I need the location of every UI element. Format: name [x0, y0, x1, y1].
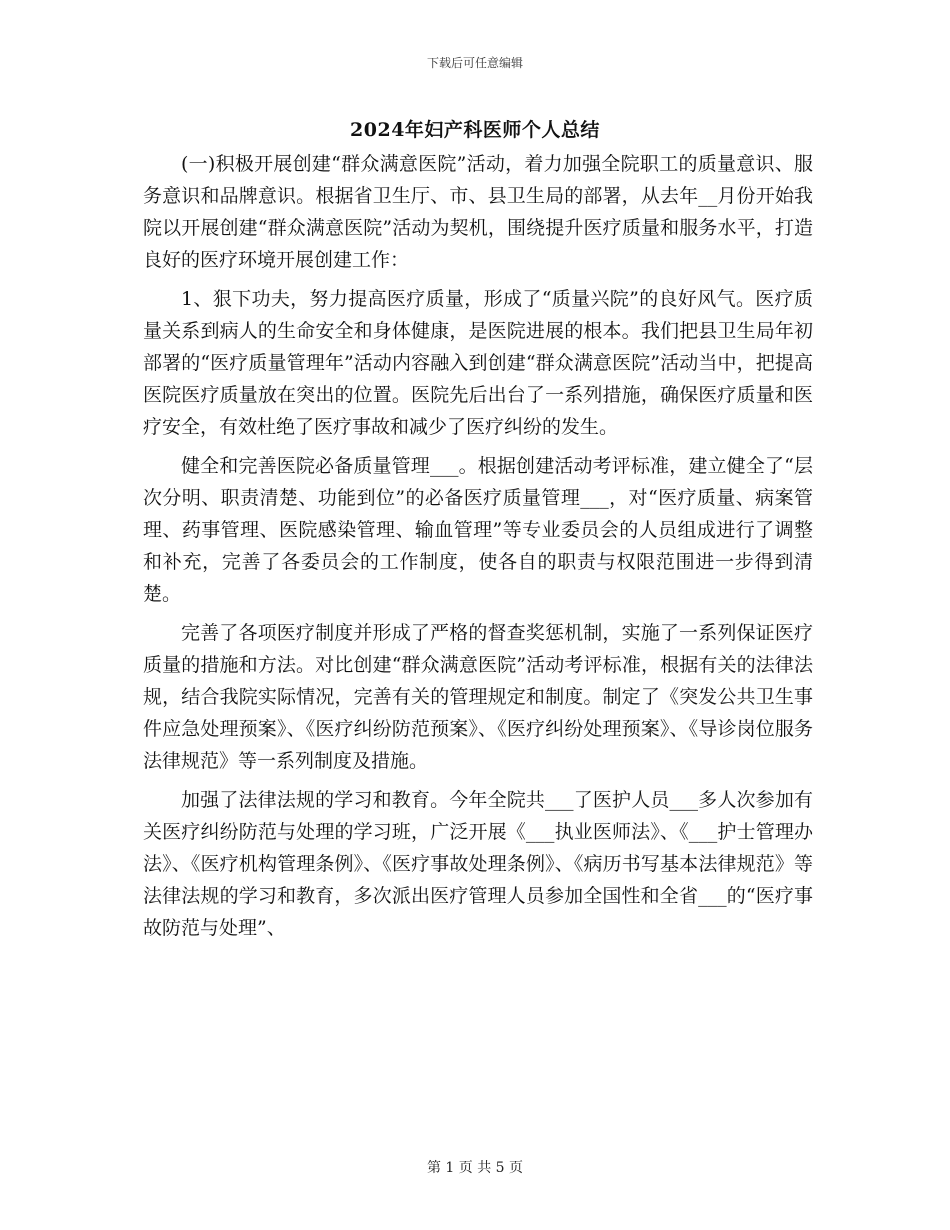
paragraph: 加强了法律法规的学习和教育。今年全院共___了医护人员___多人次参加有关医疗纠纷防范与处理的学习班，广泛开展《___执业医师法》、《___护士管理办法》、《医疗机构管理条例》、《医疗事故处理条例》、《病历书写基本法律规范》等法律法规的学习和教育，多次派出医疗管理人员参加全国性和全省___的“医疗事故防范与处理”、	[143, 789, 813, 939]
header-note: 下载后可任意编辑	[426, 56, 523, 70]
document-body	[143, 148, 813, 951]
paragraph: 完善了各项医疗制度并形成了严格的督查奖惩机制，实施了一系列保证医疗质量的措施和方法。对比创建“群众满意医院”活动考评标准，根据有关的法律法规，结合我院实际情况，完善有关的管理规定和制度。制定了《突发公共卫生事件应急处理预案》、《医疗纠纷防范预案》、《医疗纠纷处理预案》、《导诊岗位服务法律规范》等一系列制度及措施。	[143, 622, 813, 772]
paragraph: (一)积极开展创建“群众满意医院”活动，着力加强全院职工的质量意识、服务意识和品牌意识。根据省卫生厅、市、县卫生局的部署，从去年__月份开始我院以开展创建“群众满意医院”活动为契机，围绕提升医疗质量和服务水平，打造良好的医疗环境开展创建工作：	[143, 153, 813, 271]
document-title: 2024年妇产科医师个人总结	[350, 119, 600, 141]
page-number: 第 1 页 共 5 页	[426, 1160, 524, 1176]
paragraph: 1、狠下功夫，努力提高医疗质量，形成了“质量兴院”的良好风气。医疗质量关系到病人的生命安全和身体健康，是医院进展的根本。我们把县卫生局年初部署的“医疗质量管理年”活动内容融入到创建“群众满意医院”活动当中，把提高医院医疗质量放在突出的位置。医院先后出台了一系列措施，确保医疗质量和医疗安全，有效杜绝了医疗事故和减少了医疗纠纷的发生。	[143, 288, 813, 438]
paragraph: 健全和完善医院必备质量管理___。根据创建活动考评标准，建立健全了“层次分明、职责清楚、功能到位”的必备医疗质量管理___，对“医疗质量、病案管理、药事管理、医院感染管理、输血管理”等专业委员会的人员组成进行了调整和补充，完善了各委员会的工作制度，使各自的职责与权限范围进一步得到清楚。	[143, 455, 813, 605]
